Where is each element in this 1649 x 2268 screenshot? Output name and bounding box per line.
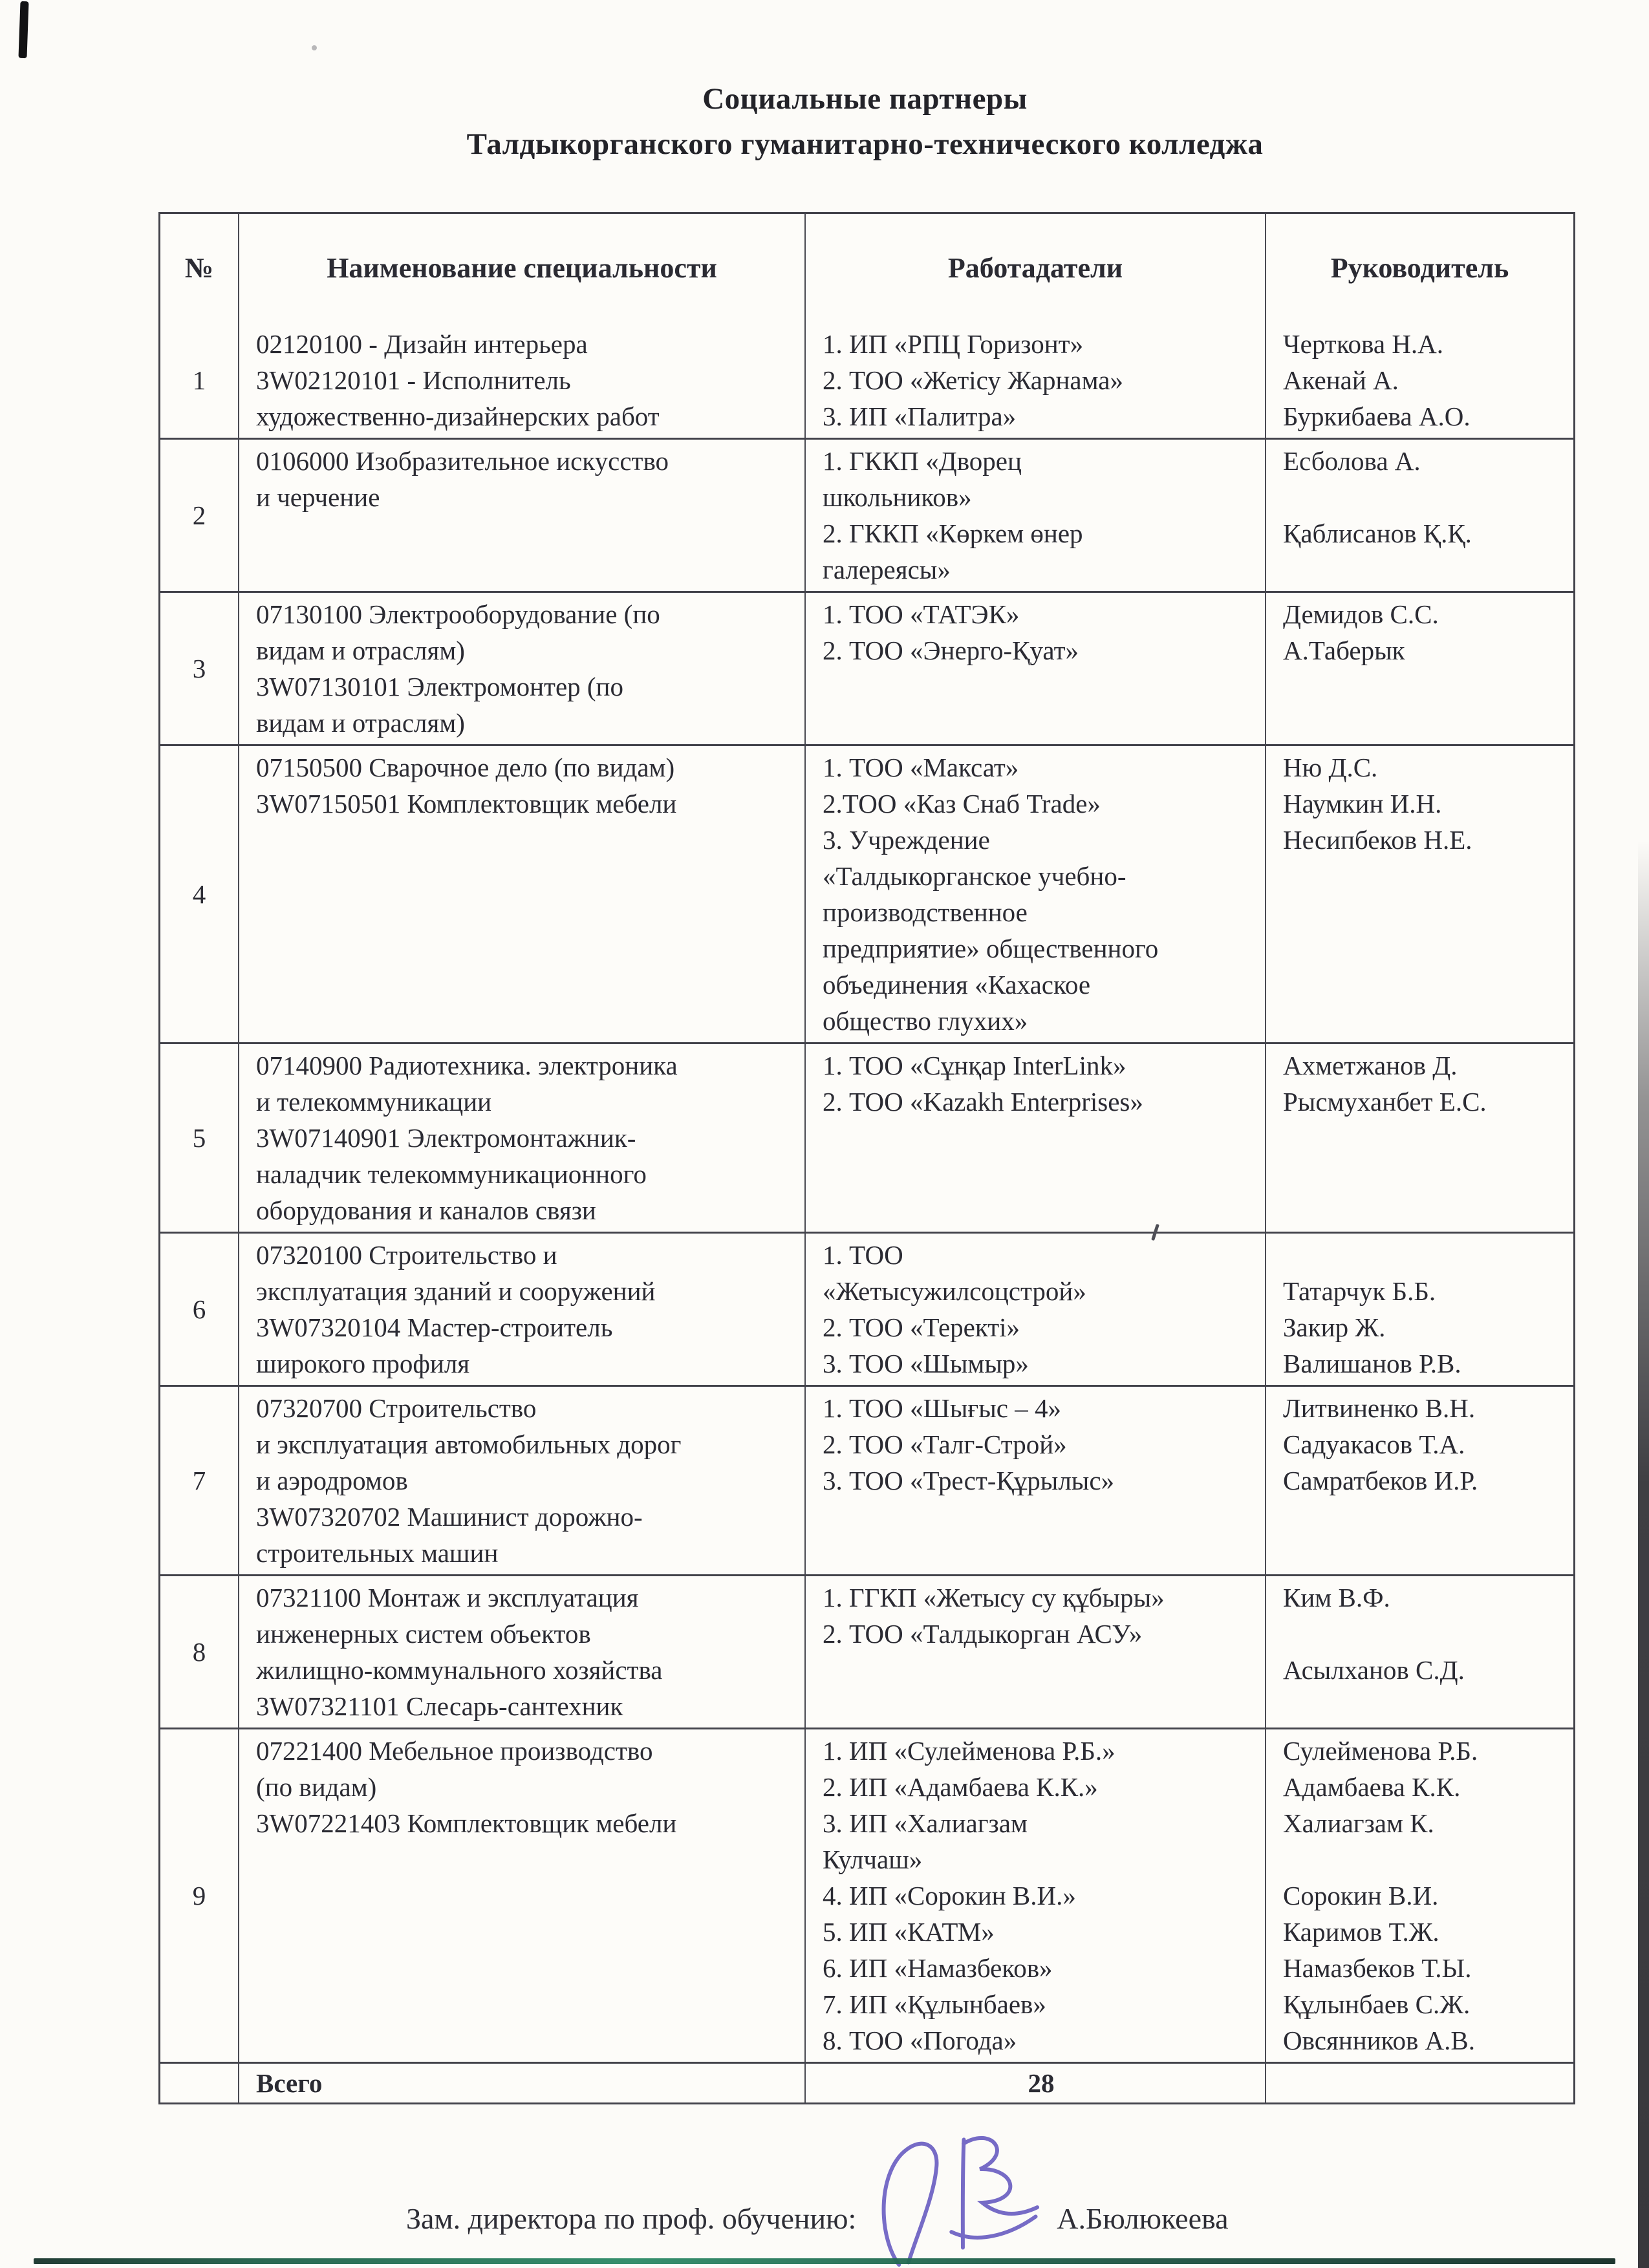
cell-line [1283,1237,1568,1273]
table-body [160,323,1573,2062]
cell-line: 4. ИП «Сорокин В.И.» [823,1881,1076,1910]
scan-speck [312,45,317,50]
cell-line: 2. ИП «Адамбаева К.К.» [823,1772,1098,1802]
cell-line: Черткова Н.А. [1283,329,1444,359]
cell-line: и эксплуатация автомобильных дорог [256,1429,682,1459]
cell-line: галереясы» [823,555,951,584]
total-value-cell: 28 [804,2064,1265,2102]
table-row [160,438,1573,591]
scan-artifact-corner-mark [18,1,28,58]
title-line-1: Социальные партнеры [702,82,1028,116]
scan-artifact-right-strip [1638,840,1649,2268]
cell-line: Ахметжанов Д. [1283,1051,1458,1080]
cell-line: видам и отраслям) [256,636,465,665]
cell-line: Каримов Т.Ж. [1283,1917,1439,1947]
cell-line: 07221400 Мебельное производство [256,1736,653,1766]
cell-line: Акенай А. [1283,365,1399,395]
cell-line: Закир Ж. [1283,1312,1386,1342]
cell-line: 7. ИП «Құлынбаев» [823,1989,1046,2019]
signatory-name: А.Бюлюкеева [1057,2202,1229,2235]
header-num: № [184,252,214,284]
cell-line: 07320700 Строительство [256,1393,537,1423]
cell-line: предприятие» общественного [823,934,1159,963]
specialty-cell [238,1044,804,1232]
cell-line: Самратбеков И.Р. [1283,1466,1478,1495]
director-cell [1265,1729,1573,2062]
cell-line: «Талдыкорганское учебно- [823,861,1126,891]
cell-line: Адамбаева К.К. [1283,1772,1461,1802]
employers-cell [804,323,1265,438]
cell-line: Татарчук Б.Б. [1283,1276,1436,1306]
cell-line [1283,479,1568,515]
cell-line: общество глухих» [823,1006,1028,1036]
table-row [160,591,1573,744]
social-partners-table [158,212,1575,2104]
director-cell [1265,1387,1573,1574]
cell-line: 3. ТОО «Трест-Құрылыс» [823,1466,1115,1495]
cell-line: 2. ТОО «Энерго-Қуат» [823,636,1079,665]
cell-line: эксплуатация зданий и сооружений [256,1276,656,1306]
cell-line: жилищно-коммунального хозяйства [256,1655,663,1685]
row-number-cell: 6 [192,1294,206,1324]
cell-line: Литвиненко В.Н. [1283,1393,1476,1423]
cell-line: А.Таберык [1283,636,1405,665]
cell-line: Ким В.Ф. [1283,1583,1390,1612]
cell-line: Сорокин В.И. [1283,1881,1439,1910]
cell-line: 2.ТОО «Каз Снаб Trade» [823,789,1101,818]
cell-line: Есболова А. [1283,446,1421,476]
cell-line: Садуакасов Т.А. [1283,1429,1465,1459]
cell-line: Ню Д.С. [1283,753,1378,782]
director-cell [1265,1576,1573,1728]
row-number-cell: 2 [192,500,206,530]
header-specialty: Наименование специальности [238,214,804,323]
table-row [160,1728,1573,2062]
cell-line: Несипбеков Н.Е. [1283,825,1472,855]
cell-line: 1. ГГКП «Жетысу су құбыры» [823,1583,1165,1612]
specialty-cell [238,593,804,744]
row-number-cell: 8 [192,1637,206,1667]
cell-line: 3W07130101 Электромонтер (по [256,672,623,701]
title-line-2: Талдыкорганского гуманитарно-технического колледжа [466,127,1264,161]
cell-line: 1. ИП «РПЦ Горизонт» [823,329,1084,359]
cell-line: 3W07140901 Электромонтажник- [256,1123,636,1153]
cell-line: 07150500 Сварочное дело (по видам) [256,753,675,782]
cell-line: школьников» [823,482,972,512]
cell-line: Асылханов С.Д. [1283,1655,1465,1685]
cell-line: (по видам) [256,1772,377,1802]
cell-line: 2. ГККП «Көркем өнер [823,519,1083,548]
cell-line: 5. ИП «КАТМ» [823,1917,995,1947]
document-title [158,76,1571,167]
cell-line: 2. ТОО «Талг-Строй» [823,1429,1067,1459]
cell-line: 02120100 - Дизайн интерьера [256,329,588,359]
cell-line: 2. ТОО «Жетісу Жарнама» [823,365,1123,395]
specialty-cell [238,1729,804,2062]
employers-cell [804,1576,1265,1728]
cell-line: 3W07320104 Мастер-строитель [256,1312,613,1342]
cell-line: 07321100 Монтаж и эксплуатация [256,1583,639,1612]
cell-line: и черчение [256,482,380,512]
total-director-cell [1265,2064,1573,2102]
cell-line: 2. ТОО «Kazakh Enterprises» [823,1087,1143,1117]
director-cell [1265,593,1573,744]
director-cell [1265,1044,1573,1232]
row-number-cell: 5 [192,1123,206,1153]
employers-cell [804,1234,1265,1385]
cell-line: 2. ТОО «Талдыкорган АСУ» [823,1619,1143,1649]
director-cell [1265,440,1573,591]
cell-line: объединения «Кахаское [823,970,1091,1000]
cell-line: 07320100 Строительство и [256,1240,557,1270]
cell-line: 3W07221403 Комплектовщик мебели [256,1808,677,1838]
cell-line [1283,1841,1568,1878]
table-row [160,744,1573,1042]
employers-cell [804,1729,1265,2062]
cell-line: Буркибаева А.О. [1283,401,1471,431]
header-director: Руководитель [1265,214,1573,323]
scan-artifact-bottom-line [34,2258,1615,2264]
cell-line: инженерных систем объектов [256,1619,591,1649]
table-row [160,1232,1573,1385]
specialty-cell [238,440,804,591]
cell-line: 2. ТОО «Теректі» [823,1312,1020,1342]
cell-line: Халиагзам К. [1283,1808,1434,1838]
employers-cell [804,1044,1265,1232]
row-number-cell: 4 [192,879,206,909]
cell-line: 8. ТОО «Погода» [823,2026,1017,2055]
cell-line: 3. Учреждение [823,825,990,855]
cell-line: наладчик телекоммуникационного [256,1159,647,1189]
cell-line: и телекоммуникации [256,1087,492,1117]
cell-line: 0106000 Изобразительное искусство [256,446,669,476]
cell-line: Овсянников А.В. [1283,2026,1476,2055]
specialty-cell [238,1387,804,1574]
signature-label: Зам. директора по проф. обучению: [406,2202,857,2235]
row-number-cell: 9 [192,1881,206,1910]
table-row [160,323,1573,438]
cell-line: Демидов С.С. [1283,599,1439,629]
signature-block [406,2131,1229,2249]
specialty-cell [238,323,804,438]
row-number-cell: 7 [192,1466,206,1495]
cell-line: 3. ИП «Палитра» [823,401,1017,431]
cell-line: и аэродромов [256,1466,408,1495]
employers-cell [804,1387,1265,1574]
cell-line: 07140900 Радиотехника. электроника [256,1051,678,1080]
cell-line: 3W07321101 Слесарь-сантехник [256,1691,623,1721]
cell-line: оборудования и каналов связи [256,1195,596,1225]
table-row [160,1385,1573,1574]
cell-line: 1. ГККП «Дворец [823,446,1022,476]
cell-line: 1. ИП «Сулейменова Р.Б.» [823,1736,1116,1766]
cell-line: 3W07150501 Комплектовщик мебели [256,789,677,818]
cell-line: Намазбеков Т.Ы. [1283,1953,1472,1983]
cell-line: 1. ТОО «Сұнқар InterLink» [823,1051,1126,1080]
cell-line: производственное [823,897,1028,927]
director-cell [1265,746,1573,1042]
table-header-row [160,214,1573,323]
table-total-row [160,2062,1573,2102]
cell-line: Қаблисанов Қ.Қ. [1283,519,1472,548]
table-row [160,1574,1573,1728]
row-number-cell: 1 [192,365,206,395]
cell-line: 1. ТОО «Максат» [823,753,1019,782]
cell-line: видам и отраслям) [256,708,465,738]
specialty-cell [238,746,804,1042]
cell-line: 3. ТОО «Шымыр» [823,1349,1029,1378]
cell-line: 1. ТОО «ТАТЭК» [823,599,1020,629]
cell-line: Наумкин И.Н. [1283,789,1442,818]
cell-line: широкого профиля [256,1349,470,1378]
cell-line: 3. ИП «Халиагзам [823,1808,1028,1838]
employers-cell [804,440,1265,591]
cell-line: 1. ТОО [823,1240,903,1270]
cell-line: Кулчаш» [823,1845,923,1874]
employers-cell [804,593,1265,744]
row-number-cell: 3 [192,654,206,683]
handwritten-signature-icon [867,2123,1048,2268]
cell-line: Сулейменова Р.Б. [1283,1736,1478,1766]
cell-line: строительных машин [256,1538,499,1568]
cell-line: Валишанов Р.В. [1283,1349,1461,1378]
header-employers: Работадатели [804,214,1265,323]
total-label-cell: Всего [238,2064,804,2102]
employers-cell [804,746,1265,1042]
director-cell [1265,323,1573,438]
cell-line: 1. ТОО «Шығыс – 4» [823,1393,1061,1423]
cell-line: 07130100 Электрооборудование (по [256,599,660,629]
cell-line: Рысмуханбет Е.С. [1283,1087,1487,1117]
director-cell [1265,1234,1573,1385]
table-row [160,1042,1573,1232]
cell-line: художественно-дизайнерских работ [256,401,660,431]
cell-line: 6. ИП «Намазбеков» [823,1953,1053,1983]
cell-line: «Жетысужилсоцстрой» [823,1276,1086,1306]
cell-line: Құлынбаев С.Ж. [1283,1989,1471,2019]
cell-line [1283,1616,1568,1652]
cell-line: 3W07320702 Машинист дорожно- [256,1502,643,1532]
cell-line: 3W02120101 - Исполнитель [256,365,571,395]
total-num-cell [160,2064,238,2102]
specialty-cell [238,1234,804,1385]
specialty-cell [238,1576,804,1728]
